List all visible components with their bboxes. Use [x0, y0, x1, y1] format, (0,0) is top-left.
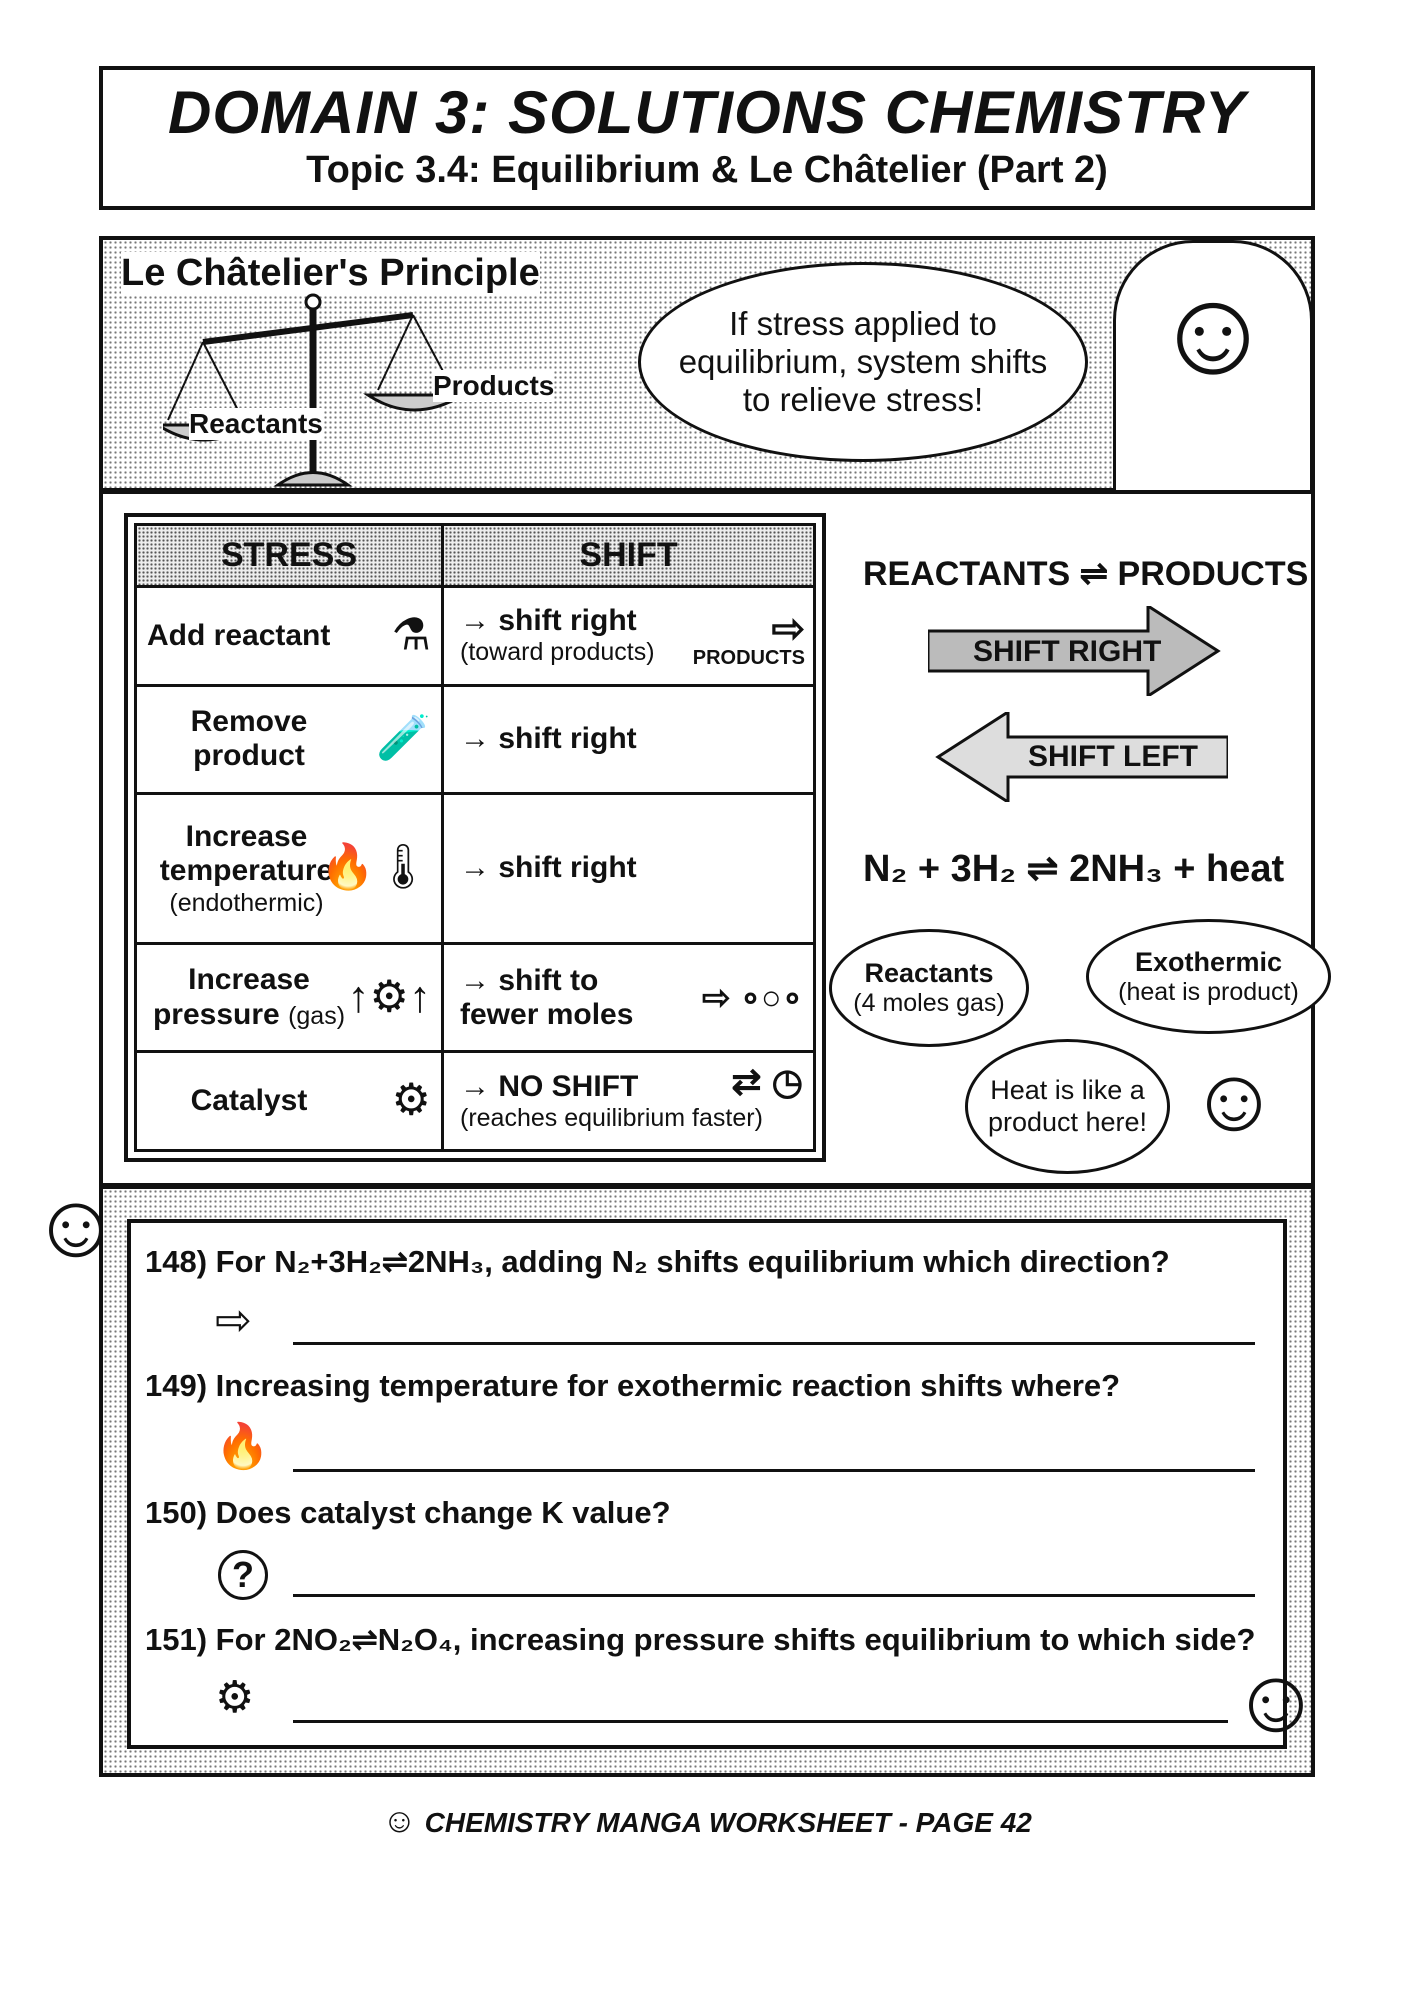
principle-speech-bubble: If stress applied to equilibrium, system shifts to relieve stress!	[638, 262, 1088, 462]
shift-text: → shift right	[460, 851, 637, 885]
scientist-character-left: ☺	[30, 1176, 122, 1276]
ammonia-equation	[863, 846, 1284, 891]
exothermic-bubble-title: Exothermic	[1134, 946, 1283, 977]
question-149: 149) Increasing temperature for exothermic reaction shifts where?	[145, 1368, 1121, 1403]
shift-right-label: SHIFT RIGHT	[973, 635, 1162, 668]
stress-note: (endothermic)	[169, 888, 324, 917]
stress-text: Add reactant	[147, 618, 331, 652]
equation-right: 2NH₃ + heat	[1069, 848, 1285, 890]
reactants-bubble	[829, 929, 1029, 1047]
shift-left-arrow	[928, 712, 1228, 802]
shift-right-arrow	[928, 619, 1228, 683]
scientist-character-right: ☺	[1230, 1651, 1322, 1751]
clock-icon: ⇄ ◷	[731, 1061, 803, 1103]
question-148: 148) For N₂+3H₂⇌2NH₃, adding N₂ shifts equilibrium which direction?	[145, 1244, 1170, 1279]
table-row	[136, 685, 815, 793]
table-row	[136, 944, 815, 1052]
gear-icon: ⚙	[391, 1075, 431, 1125]
flask-icon: ⚗	[391, 610, 431, 660]
table-row	[136, 587, 815, 686]
question-150: 150) Does catalyst change K value?	[145, 1495, 671, 1530]
principle-heading: Le Châtelier's Principle	[121, 252, 540, 294]
page-header	[99, 66, 1315, 210]
page-subtitle: Topic 3.4: Equilibrium & Le Châtelier (Part 2)	[306, 149, 1108, 191]
shift-text: → shift right	[460, 604, 637, 638]
shift-note: (toward products)	[460, 638, 655, 667]
equation-arrow: ⇌	[1026, 848, 1059, 890]
header-stress: STRESS	[136, 525, 443, 587]
table-row	[136, 793, 815, 944]
molecules-icon: ⇨ ∘○∘	[701, 978, 803, 1017]
arrow-icon: ⇨	[215, 1296, 252, 1345]
right-arrow-icon: ⇨	[771, 607, 805, 651]
header-shift: SHIFT	[443, 525, 815, 587]
stress-note: (gas)	[288, 1001, 346, 1030]
principle-panel	[99, 236, 1315, 492]
scale-label-reactants: Reactants	[189, 408, 323, 439]
products-label: PRODUCTS	[692, 646, 805, 669]
questions-box	[127, 1219, 1287, 1749]
heat-bubble: Heat is like a product here!	[965, 1039, 1170, 1174]
question-mark-icon: ?	[218, 1550, 268, 1600]
reaction-label: REACTANTS ⇌ PRODUCTS	[863, 555, 1309, 593]
mini-scientist-character: ☺	[1188, 1050, 1280, 1150]
exothermic-bubble	[1086, 919, 1331, 1034]
stress-text: Increase temperature	[159, 819, 334, 888]
exothermic-bubble-note: (heat is product)	[1118, 977, 1299, 1006]
stress-text: Catalyst	[190, 1083, 308, 1117]
answer-line-150[interactable]	[293, 1594, 1255, 1597]
shift-left-label: SHIFT LEFT	[1028, 740, 1198, 773]
page-title: DOMAIN 3: SOLUTIONS CHEMISTRY	[168, 79, 1246, 146]
character-face-icon: ☺	[382, 1802, 417, 1840]
answer-line-151[interactable]	[293, 1720, 1228, 1723]
answer-line-149[interactable]	[293, 1469, 1255, 1472]
beaker-icon: 🧪	[376, 713, 431, 763]
answer-line-148[interactable]	[293, 1342, 1255, 1345]
scientist-character: ☺	[1113, 240, 1313, 490]
piston-icon: ⚙	[215, 1673, 255, 1722]
piston-icon: ↑⚙↑	[347, 972, 431, 1022]
page-footer	[0, 1802, 1414, 1841]
stress-shift-table	[124, 513, 826, 1162]
shift-text: → shift to fewer moles	[460, 963, 634, 1031]
stress-text: Increase pressure	[152, 963, 310, 1031]
stress-text: Remove product	[190, 704, 308, 773]
table-row	[136, 1052, 815, 1151]
shift-note: (reaches equilibrium faster)	[460, 1103, 763, 1132]
footer-text: CHEMISTRY MANGA WORKSHEET - PAGE 42	[424, 1807, 1032, 1838]
shift-text: → NO SHIFT	[460, 1069, 639, 1103]
flame-icon: 🔥	[215, 1422, 270, 1471]
balance-scale-icon	[163, 290, 463, 490]
equation-left: N₂ + 3H₂	[863, 848, 1017, 890]
reactants-bubble-note: (4 moles gas)	[853, 989, 1005, 1018]
shift-text: → shift right	[460, 722, 637, 756]
question-151: 151) For 2NO₂⇌N₂O₄, increasing pressure shifts equilibrium to which side?	[145, 1622, 1256, 1657]
scale-label-products: Products	[433, 370, 555, 401]
reactants-bubble-title: Reactants	[864, 958, 994, 989]
flame-thermometer-icon: 🔥🌡	[320, 843, 431, 893]
